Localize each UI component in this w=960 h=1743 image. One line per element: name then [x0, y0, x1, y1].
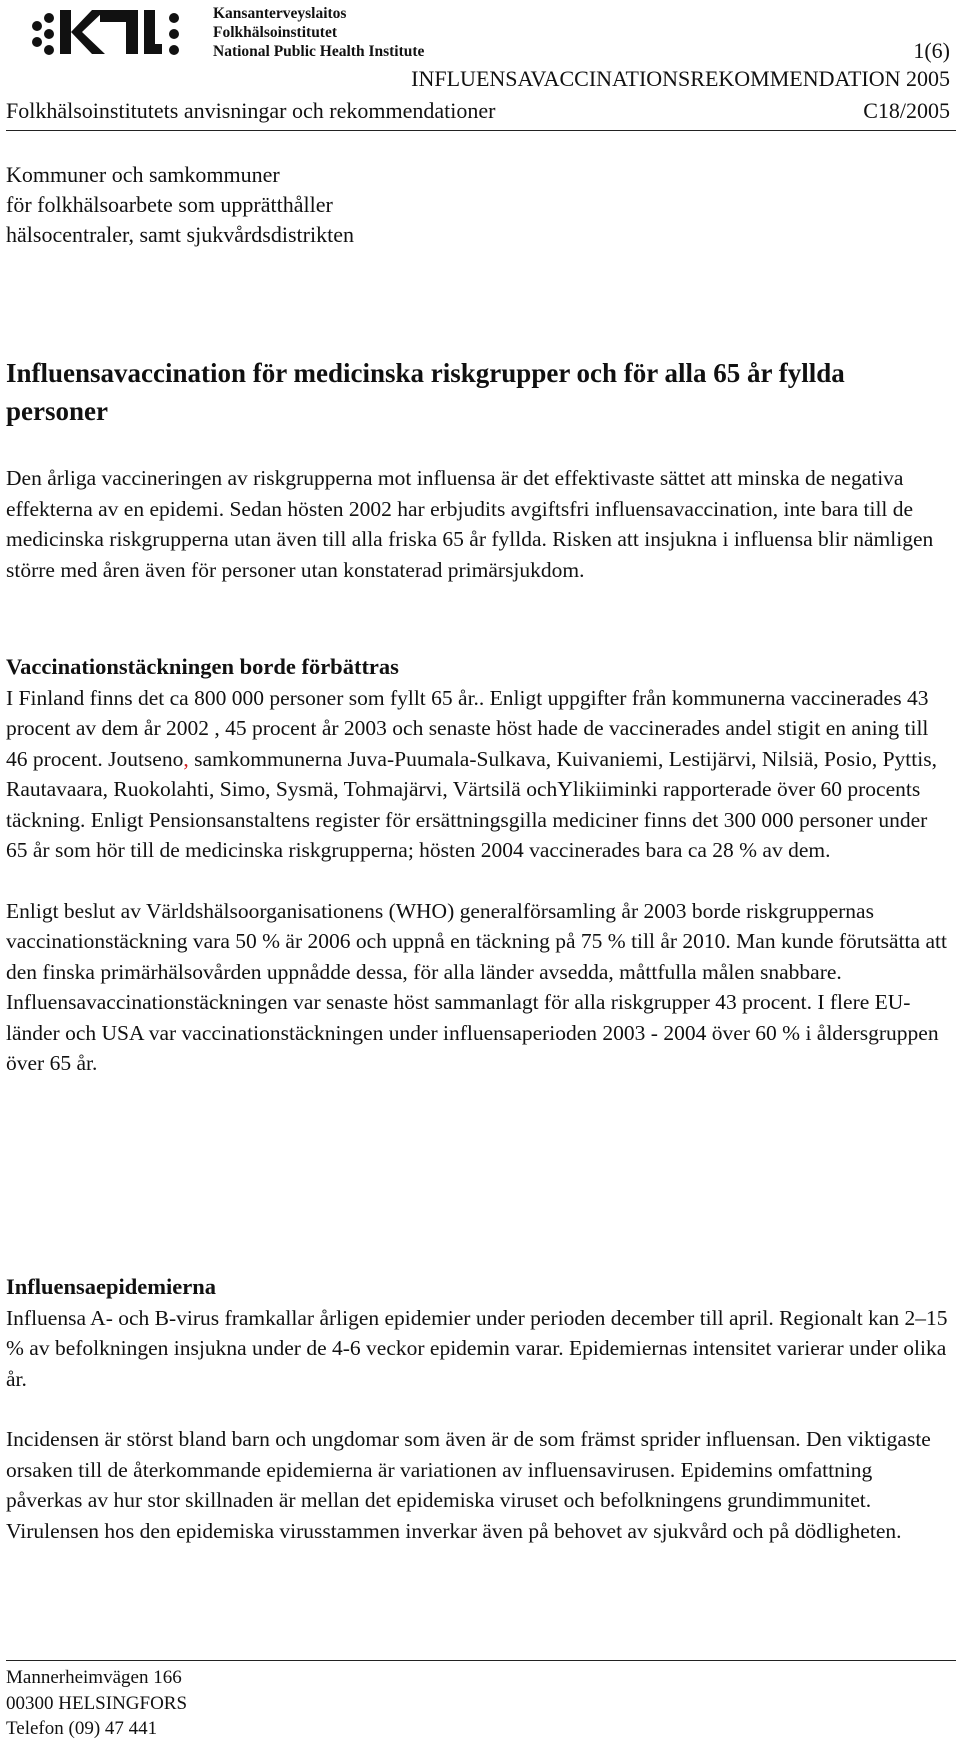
institute-name-sv: Folkhälsoinstitutet — [213, 24, 338, 41]
institute-name-en: National Public Health Institute — [213, 43, 425, 60]
document-series: Folkhälsoinstitutets anvisningar och rekommendationer — [6, 98, 496, 123]
footer-street: Mannerheimvägen 166 — [6, 1667, 182, 1688]
page-title: Influensavaccination för medicinska riskgrupper och för alla 65 år fyllda personer — [6, 358, 845, 426]
highlighted-comma: , — [183, 746, 189, 771]
section-heading: Influensaepidemierna — [6, 1274, 217, 1299]
institute-names — [213, 4, 453, 61]
page-number: 1(6) — [913, 38, 950, 63]
recipient-line: hälsocentraler, samt sjukvårdsdistrikten — [6, 222, 354, 247]
header-divider — [6, 130, 956, 131]
footer-divider — [6, 1660, 956, 1661]
coverage-paragraph — [6, 683, 952, 866]
recipient-line: för folkhälsoarbete som upprätthåller — [6, 192, 333, 217]
recipient-line: Kommuner och samkommuner — [6, 162, 280, 187]
section-heading: Vaccinationstäckningen borde förbättras — [6, 654, 399, 679]
intro-paragraph: Den årliga vaccineringen av riskgrupperna mot influensa är det effektivaste sättet att minska de negativa effekterna av en epidemi. Sedan hösten 2002 har erbjudits avgiftsfri influensavaccination, inte bara till de medicinska riskgrupperna utan även till alla friska 65 år fyllda. Risken att insjukna i influensa blir nämligen större med åren även för personer utan konstaterad primärsjukdom. — [6, 466, 934, 582]
document-title: INFLUENSAVACCINATIONSREKOMMENDATION 2005 — [411, 66, 950, 91]
incidence-paragraph: Incidensen är störst bland barn och ungdomar som även är de som främst sprider influensan. Den viktigaste orsaken till de återkommande epidemierna är variationen av influensavirusen. Epidemins omfattning påverkas av hur stor skillnaden är mellan det epidemiska viruset och befolkningens grundimmunitet. Virulensen hos den epidemiska virusstammen inverkar även på behovet av sjukvård och på dödligheten. — [6, 1427, 931, 1543]
who-target-paragraph: Enligt beslut av Världshälsoorganisationens (WHO) generalförsamling år 2003 borde riskgruppernas vaccinationstäckning vara 50 % är 2006 och uppnå en täckning på 75 % till år 2010. Man kunde förutsätta att den finska primärhälsovården uppnådde dessa, för alla länder avsedda, måttfulla målen snabbare. Influensavaccinationstäckningen var senaste höst sammanlagt för alla riskgrupper 43 procent. I flere EU-länder och USA var vaccinationstäckningen under influensaperioden 2003 - 2004 över 60 % i åldersgruppen över 65 år. — [6, 898, 947, 1075]
epidemics-paragraph: Influensa A- och B-virus framkallar årligen epidemier under perioden december till april. Regionalt kan 2–15 % av befolkningen insjukna under de 4-6 veckor epidemin varar. Epidemiernas intensitet varierar under olika år. — [6, 1305, 948, 1391]
section-vaccination-coverage — [6, 652, 952, 1079]
coverage-text-b: samkommunerna Juva-Puumala-Sulkava, Kuivaniemi, Lestijärvi, Nilsiä, Posio, Pyttis, Rautavaara, Ruokolahti, Simo, Sysmä, Tohmajärvi, Värtsilä ochYlikiiminki rapporterade över 60 procents täckning. Enligt Pensionsanstaltens register för ersättningsgilla mediciner finns det 300 000 personer under 65 år som hör till de medicinska riskgrupperna; hösten 2004 vaccinerades bara ca 28 % av dem. — [6, 746, 937, 862]
footer-postal: 00300 HELSINGFORS — [6, 1692, 188, 1714]
institute-logo — [30, 4, 450, 60]
ktl-logo-icon — [30, 4, 210, 60]
document-code: C18/2005 — [863, 98, 950, 123]
footer-phone: Telefon (09) 47 441 — [6, 1718, 158, 1739]
section-influenza-epidemics — [6, 1272, 952, 1546]
recipient-block — [6, 160, 354, 250]
institute-name-fi: Kansanterveyslaitos — [213, 5, 347, 22]
coverage-text-a: I Finland finns det ca 800 000 personer som fyllt 65 år.. Enligt uppgifter från kommunerna vaccinerades 43 procent av dem år 2002 , 45 procent år 2003 och senaste höst hade de vaccinerades andel stigit en aning till 46 procent. Joutseno — [6, 685, 929, 771]
footer-address — [6, 1665, 187, 1742]
